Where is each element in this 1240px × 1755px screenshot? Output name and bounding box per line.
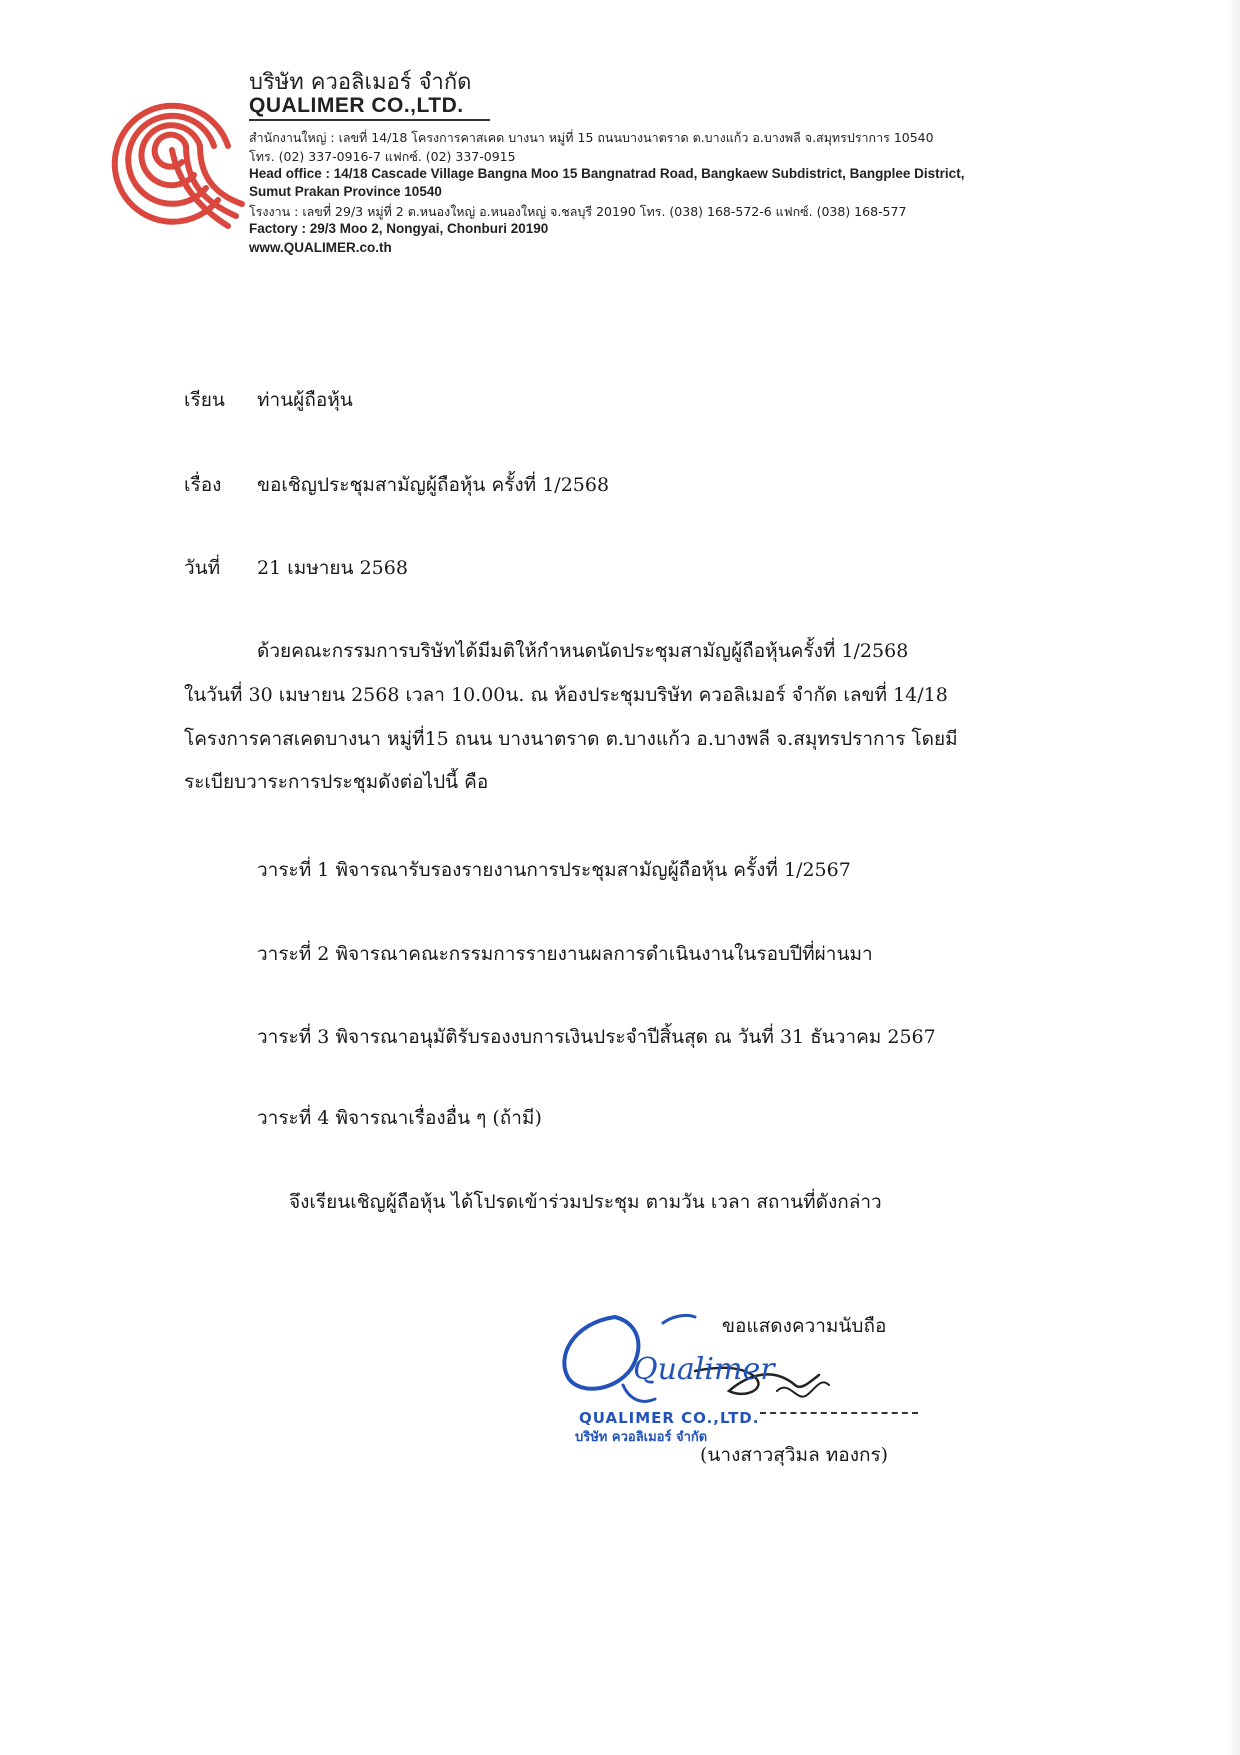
stamp-company-thai: บริษัท ควอลิเมอร์ จำกัด	[575, 1430, 708, 1445]
intro-line: ด้วยคณะกรรมการบริษัทได้มีมติให้กำหนดนัดประชุมสามัญผู้ถือหุ้นครั้งที่ 1/2568	[257, 640, 909, 662]
to-value: ท่านผู้ถือหุ้น	[257, 389, 353, 411]
agenda-item-3: วาระที่ 3 พิจารณาอนุมัติรับรองงบการเงินประจำปีสิ้นสุด ณ วันที่ 31 ธันวาคม 2567	[257, 1026, 936, 1048]
date-label: วันที่	[184, 557, 221, 579]
factory-address-english: Factory : 29/3 Moo 2, Nongyai, Chonburi 20190	[249, 221, 549, 236]
closing-sentence: จึงเรียนเชิญผู้ถือหุ้น ได้โปรดเข้าร่วมประชุม ตามวัน เวลา สถานที่ดังกล่าว	[289, 1191, 882, 1213]
head-office-address-english-2: Sumut Prakan Province 10540	[249, 184, 442, 199]
head-office-address-english: Head office : 14/18 Cascade Village Bangna Moo 15 Bangnatrad Road, Bangkaew Subdistrict, Bangplee District,	[249, 166, 965, 181]
head-office-address-thai: สำนักงานใหญ่ : เลขที่ 14/18 โครงการคาสเคด บางนา หมู่ที่ 15 ถนนบางนาตราด ต.บางแก้ว อ.บางพลี จ.สมุทรปราการ 10540	[249, 130, 934, 145]
subject-value: ขอเชิญประชุมสามัญผู้ถือหุ้น ครั้งที่ 1/2568	[257, 474, 610, 496]
company-name-thai: บริษัท ควอลิเมอร์ จำกัด	[249, 70, 472, 95]
closing-regards: ขอแสดงความนับถือ	[722, 1315, 887, 1337]
scan-edge-shadow	[1226, 0, 1240, 1755]
intro-line: ในวันที่ 30 เมษายน 2568 เวลา 10.00น. ณ ห้องประชุมบริษัท ควอลิเมอร์ จำกัด เลขที่ 14/18	[184, 684, 948, 706]
date-value: 21 เมษายน 2568	[257, 557, 408, 579]
company-website: www.QUALIMER.co.th	[249, 240, 392, 255]
company-name-underline	[249, 119, 490, 121]
intro-line: ระเบียบวาระการประชุมดังต่อไปนี้ คือ	[184, 771, 489, 793]
agenda-item-4: วาระที่ 4 พิจารณาเรื่องอื่น ๆ (ถ้ามี)	[257, 1107, 542, 1129]
signature-line	[760, 1412, 918, 1414]
intro-line: โครงการคาสเคดบางนา หมู่ที่15 ถนน บางนาตราด ต.บางแก้ว อ.บางพลี จ.สมุทรปราการ โดยมี	[184, 728, 958, 750]
company-name-english: QUALIMER CO.,LTD.	[249, 94, 464, 117]
agenda-item-2: วาระที่ 2 พิจารณาคณะกรรมการรายงานผลการดำเนินงานในรอบปีที่ผ่านมา	[257, 943, 873, 965]
signer-name: (นางสาวสุวิมล ทองกร)	[700, 1444, 889, 1466]
stamp-logo-text: Qualimer	[633, 1352, 775, 1387]
stamp-company-english: QUALIMER CO.,LTD.	[579, 1409, 760, 1427]
agenda-item-1: วาระที่ 1 พิจารณารับรองรายงานการประชุมสามัญผู้ถือหุ้น ครั้งที่ 1/2567	[257, 859, 851, 881]
qualimer-logo-icon	[100, 64, 250, 234]
factory-address-thai: โรงงาน : เลขที่ 29/3 หมู่ที่ 2 ต.หนองใหญ่ อ.หนองใหญ่ จ.ชลบุรี 20190 โทร. (038) 168-572-6 แฟกซ์. (038) 168-577	[249, 204, 907, 219]
to-label: เรียน	[184, 389, 225, 411]
head-office-phone: โทร. (02) 337-0916-7 แฟกซ์. (02) 337-0915	[249, 149, 516, 164]
subject-label: เรื่อง	[184, 474, 222, 496]
